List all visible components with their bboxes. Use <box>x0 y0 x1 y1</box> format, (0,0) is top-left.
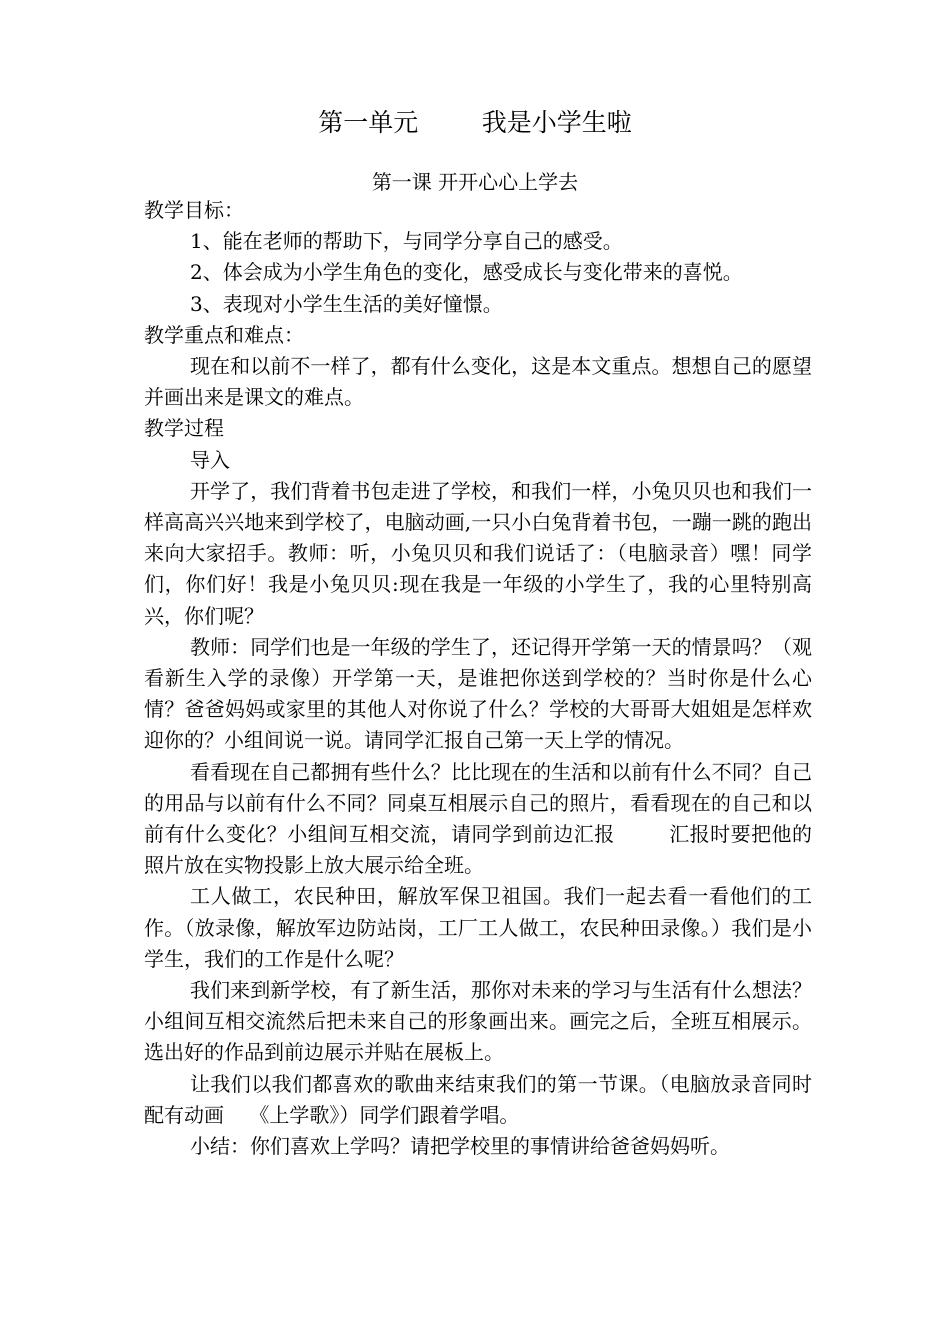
process-paragraph-2: 教师：同学们也是一年级的学生了，还记得开学第一天的情景吗？（观看新生入学的录像）开学第一天，是谁把你送到学校的？当时你是什么心情？爸爸妈妈或家里的其他人对你说了什么？学校的大哥哥大姐姐是怎样欢迎你的？小组间说一说。请同学汇报自己第一天上学的情况。 <box>144 634 812 753</box>
lesson-title: 第一课 开开心心上学去 <box>371 170 579 194</box>
objective-2: 2、体会成为小学生角色的变化，感受成长与变化带来的喜悦。 <box>190 260 743 285</box>
section-heading-objectives: 教学目标： <box>144 198 244 222</box>
objective-3: 3、表现对小学生生活的美好憧憬。 <box>190 291 503 316</box>
process-paragraph-1: 开学了，我们背着书包走进了学校，和我们一样，小兔贝贝也和我们一样高高兴兴地来到学校了，电脑动画,一只小白兔背着书包，一蹦一跳的跑出来向大家招手。教师：听，小兔贝贝和我们说话了：（电脑录音）嘿！同学们，你们好！我是小兔贝贝:现在我是一年级的小学生了，我的心里特别高兴，你们呢？ <box>144 478 812 628</box>
section-heading-process: 教学过程 <box>144 416 224 441</box>
process-paragraph-3: 看看现在自己都拥有些什么？比比现在的生活和以前有什么不同？自己的用品与以前有什么不同？同桌互相展示自己的照片，看看现在的自己和以前有什么变化？小组间互相交流，请同学到前边汇报 汇报时要把他的照片放在实物投影上放大展示给全班。 <box>144 759 812 878</box>
process-paragraph-4: 工人做工，农民种田，解放军保卫祖国。我们一起去看一看他们的工作。（放录像，解放军边防站岗，工厂工人做工，农民种田录像。）我们是小学生，我们的工作是什么呢？ <box>144 884 812 971</box>
objective-1: 1、能在老师的帮助下，与同学分享自己的感受。 <box>190 229 623 254</box>
lesson-body <box>144 195 812 1162</box>
unit-title: 第一单元 我是小学生啦 <box>318 108 632 137</box>
summary-paragraph: 小结：你们喜欢上学吗？请把学校里的事情讲给爸爸妈妈听。 <box>190 1134 730 1159</box>
key-points-paragraph: 现在和以前不一样了，都有什么变化，这是本文重点。想想自己的愿望并画出来是课文的难点。 <box>144 354 812 410</box>
process-intro-label: 导入 <box>190 447 230 472</box>
section-heading-key-points: 教学重点和难点： <box>144 322 304 347</box>
process-paragraph-5: 我们来到新学校，有了新生活，那你对未来的学习与生活有什么想法？小组间互相交流然后把未来自己的形象画出来。画完之后，全班互相展示。选出好的作品到前边展示并贴在展板上。 <box>144 978 812 1065</box>
process-paragraph-6: 让我们以我们都喜欢的歌曲来结束我们的第一节课。（电脑放录音同时配有动画 《上学歌》）同学们跟着学唱。 <box>144 1071 812 1127</box>
